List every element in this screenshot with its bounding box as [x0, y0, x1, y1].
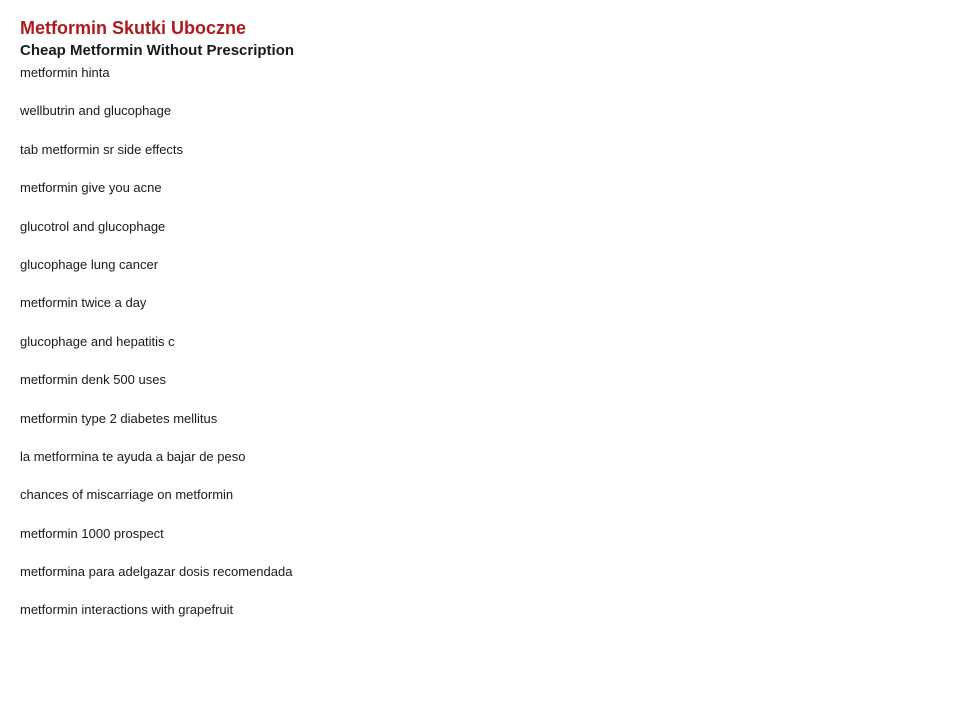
- list-item: [20, 601, 292, 639]
- list-item: [20, 294, 292, 332]
- list-item: [20, 448, 292, 486]
- list-item: [20, 410, 292, 448]
- list-item: [20, 102, 292, 140]
- link-metformin-denk-500-uses[interactable]: metformin denk 500 uses: [20, 372, 166, 388]
- link-list: [20, 64, 292, 640]
- list-item: [20, 179, 292, 217]
- list-item: [20, 371, 292, 409]
- list-item: [20, 141, 292, 179]
- list-item: [20, 256, 292, 294]
- link-metformin-twice-a-day[interactable]: metformin twice a day: [20, 295, 147, 311]
- link-wellbutrin-and-glucophage[interactable]: wellbutrin and glucophage: [20, 103, 172, 119]
- list-item: [20, 486, 292, 524]
- list-item: [20, 218, 292, 256]
- list-item: [20, 64, 292, 102]
- link-la-metformina-te-ayuda[interactable]: la metformina te ayuda a bajar de peso: [20, 448, 246, 464]
- link-glucophage-lung-cancer[interactable]: glucophage lung cancer: [20, 256, 159, 272]
- link-tab-metformin-sr-side-effects[interactable]: tab metformin sr side effects: [20, 141, 184, 157]
- link-metformin-type-2-diabetes-mellitus[interactable]: metformin type 2 diabetes mellitus: [20, 410, 218, 426]
- link-glucotrol-and-glucophage[interactable]: glucotrol and glucophage: [20, 218, 166, 234]
- link-chances-of-miscarriage[interactable]: chances of miscarriage on metformin: [20, 487, 234, 503]
- link-metformin-1000-prospect[interactable]: metformin 1000 prospect: [20, 525, 164, 541]
- list-item: [20, 333, 292, 371]
- list-item: [20, 525, 292, 563]
- page-subtitle: Cheap Metformin Without Prescription: [20, 42, 295, 59]
- link-glucophage-and-hepatitis-c[interactable]: glucophage and hepatitis c: [20, 333, 175, 349]
- link-metformin-hinta[interactable]: metformin hinta: [20, 65, 110, 80]
- page-title: Metformin Skutki Uboczne: [20, 18, 247, 38]
- link-metformin-interactions-grapefruit[interactable]: metformin interactions with grapefruit: [20, 602, 234, 618]
- list-item: [20, 563, 292, 601]
- link-metformin-give-you-acne[interactable]: metformin give you acne: [20, 180, 162, 196]
- link-metformina-para-adelgazar[interactable]: metformina para adelgazar dosis recomendada: [20, 564, 293, 580]
